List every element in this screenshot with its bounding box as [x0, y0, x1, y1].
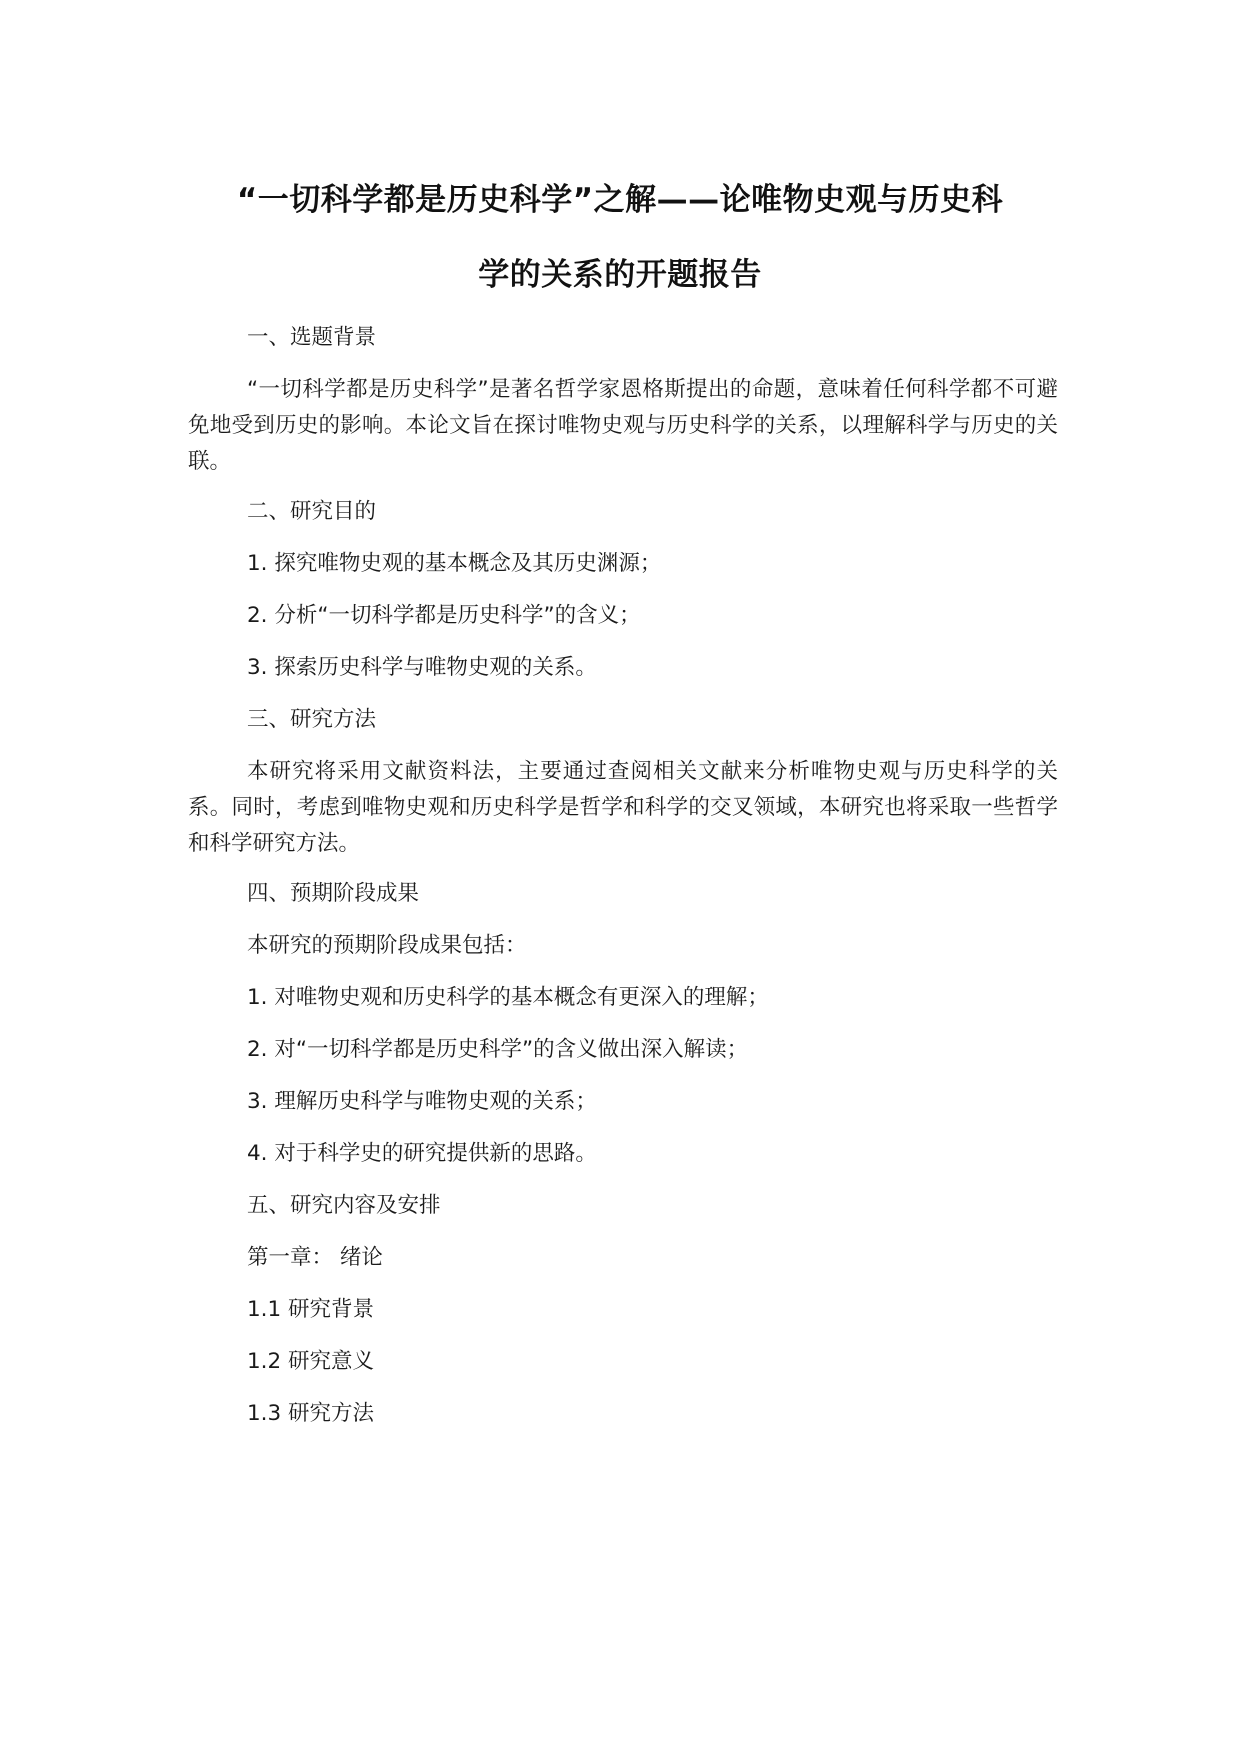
- list-item-result-4: 4. 对于科学史的研究提供新的思路。: [247, 1141, 597, 1166]
- list-item-purpose-2: 2. 分析“一切科学都是历史科学”的含义；: [247, 603, 641, 628]
- outline-item-1-1: 1.1 研究背景: [247, 1297, 375, 1322]
- list-item-result-1: 1. 对唯物史观和历史科学的基本概念有更深入的理解；: [247, 985, 769, 1010]
- list-item-result-3: 3. 理解历史科学与唯物史观的关系；: [247, 1089, 597, 1114]
- document-title-line-2: 学的关系的开题报告: [478, 257, 762, 293]
- paragraph-method: 本研究将采用文献资料法，主要通过查阅相关文献来分析唯物史观与历史科学的关系。同时，考虑到唯物史观和历史科学是哲学和科学的交叉领域，本研究也将采取一些哲学和科学研究方法。: [188, 759, 1058, 856]
- chapter-heading-1: 第一章： 绪论: [247, 1245, 383, 1270]
- section-heading-content: 五、研究内容及安排: [247, 1193, 441, 1218]
- document-title-line-1: “一切科学都是历史科学”之解——论唯物史观与历史科: [236, 182, 1004, 218]
- list-item-result-2: 2. 对“一切科学都是历史科学”的含义做出深入解读；: [247, 1037, 749, 1062]
- section-heading-purpose: 二、研究目的: [247, 499, 377, 524]
- list-item-purpose-3: 3. 探索历史科学与唯物史观的关系。: [247, 655, 597, 680]
- outline-item-1-3: 1.3 研究方法: [247, 1401, 375, 1426]
- section-heading-expected-results: 四、预期阶段成果: [247, 881, 420, 906]
- outline-item-1-2: 1.2 研究意义: [247, 1349, 375, 1374]
- section-heading-background: 一、选题背景: [247, 325, 377, 350]
- paragraph-expected-intro: 本研究的预期阶段成果包括：: [247, 933, 527, 958]
- section-heading-method: 三、研究方法: [247, 707, 377, 732]
- paragraph-background: “一切科学都是历史科学”是著名哲学家恩格斯提出的命题，意味着任何科学都不可避免地受到历史的影响。本论文旨在探讨唯物史观与历史科学的关系，以理解科学与历史的关联。: [188, 377, 1058, 474]
- list-item-purpose-1: 1. 探究唯物史观的基本概念及其历史渊源；: [247, 551, 662, 576]
